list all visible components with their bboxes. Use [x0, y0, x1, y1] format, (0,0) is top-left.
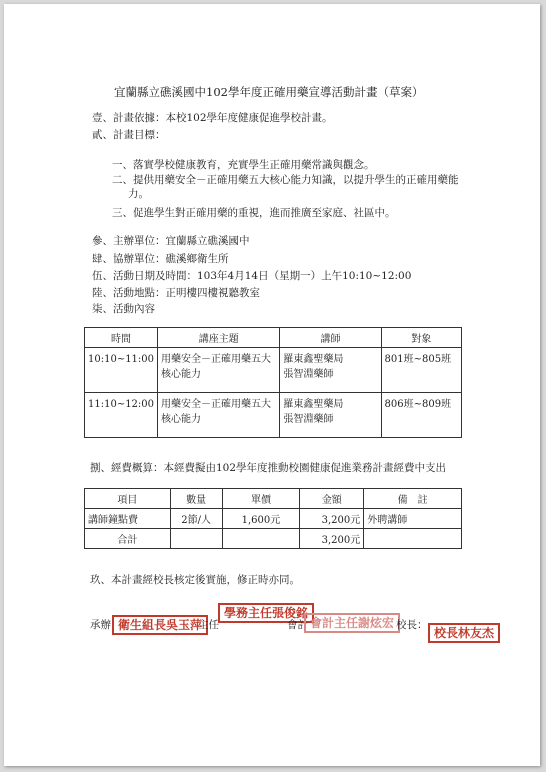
lecturer-cell: [280, 348, 381, 393]
budget-note: 捌、經費概算：本經費擬由102學年度推動校園健康促進業務計畫經費中支出: [90, 462, 447, 474]
column-header: 備 註: [364, 489, 462, 509]
column-header: 對象: [381, 328, 461, 348]
info-line: 參、主辦單位：宜蘭縣立礁溪國中: [92, 235, 250, 247]
approval-stamp: 衛生組長吳玉萍: [112, 615, 208, 635]
schedule-table: [84, 327, 462, 438]
qty-cell: 2節/人: [170, 509, 222, 529]
goal-item: 二、提供用藥安全－正確用藥五大核心能力知識，以提升學生的正確用藥能: [112, 174, 459, 186]
lecturer-org: 羅東鑫聖藥局: [283, 399, 344, 410]
amount-cell: 3,200元: [300, 509, 364, 529]
column-header: 講座主題: [158, 328, 280, 348]
unit-price-cell: 1,600元: [222, 509, 300, 529]
goals-heading: 貳、計畫目標：: [92, 129, 166, 141]
column-header: 時間: [85, 328, 158, 348]
info-line: 陸、活動地點：正明樓四樓視聽教室: [92, 287, 260, 299]
target-cell: 801班~805班: [381, 348, 461, 393]
signature-label: 校長：: [396, 619, 428, 631]
basis-line: 壹、計畫依據：本校102學年度健康促進學校計畫。: [92, 112, 333, 124]
signature-label: 會計: [287, 619, 308, 631]
column-header: 數量: [170, 489, 222, 509]
note-cell: [364, 529, 462, 549]
document-page: [4, 4, 540, 766]
goal-item: 一、落實學校健康教育，充實學生正確用藥常識與觀念。: [112, 159, 375, 171]
unit-price-cell: [222, 529, 300, 549]
info-line: 伍、活動日期及時間：103年4月14日（星期一）上午10:10~12:00: [92, 270, 412, 282]
lecturer-name: 張智淵藥師: [283, 414, 334, 425]
goal-item: 力。: [128, 188, 149, 200]
column-header: 金額: [300, 489, 364, 509]
info-line: 柒、活動內容: [92, 303, 155, 315]
table-row: [85, 509, 462, 529]
time-cell: 11:10~12:00: [85, 393, 158, 438]
column-header: 項目: [85, 489, 171, 509]
topic-cell: 用藥安全－正確用藥五大核心能力: [158, 348, 280, 393]
amount-cell: 3,200元: [300, 529, 364, 549]
column-header: 單價: [222, 489, 300, 509]
signature-label: 承辦: [90, 619, 111, 631]
table-row: [85, 348, 462, 393]
time-cell: 10:10~11:00: [85, 348, 158, 393]
goal-item: 三、促進學生對正確用藥的重視，進而推廣至家庭、社區中。: [112, 207, 396, 219]
column-header: 講師: [280, 328, 381, 348]
signature-label: 主任: [198, 619, 219, 631]
table-row: [85, 529, 462, 549]
target-cell: 806班~809班: [381, 393, 461, 438]
item-cell: 合計: [85, 529, 171, 549]
lecturer-name: 張智淵藥師: [283, 369, 334, 380]
table-header-row: [85, 489, 462, 509]
lecturer-cell: [280, 393, 381, 438]
item-cell: 講師鐘點費: [85, 509, 171, 529]
qty-cell: [170, 529, 222, 549]
approval-stamp: 校長林友杰: [428, 623, 500, 643]
topic-cell: 用藥安全－正確用藥五大核心能力: [158, 393, 280, 438]
info-line: 肆、協辦單位：礁溪鄉衛生所: [92, 253, 229, 265]
table-header-row: [85, 328, 462, 348]
budget-table: [84, 488, 462, 549]
approval-stamp: 會計主任謝炫宏: [304, 613, 400, 633]
note-cell: 外聘講師: [364, 509, 462, 529]
table-row: [85, 393, 462, 438]
closing-line: 玖、本計畫經校長核定後實施，修正時亦同。: [90, 574, 300, 586]
lecturer-org: 羅東鑫聖藥局: [283, 354, 344, 365]
approval-stamp: 學務主任張俊銘: [218, 603, 314, 623]
plan-title: 宜蘭縣立礁溪國中102學年度正確用藥宣導活動計畫（草案）: [114, 85, 424, 99]
